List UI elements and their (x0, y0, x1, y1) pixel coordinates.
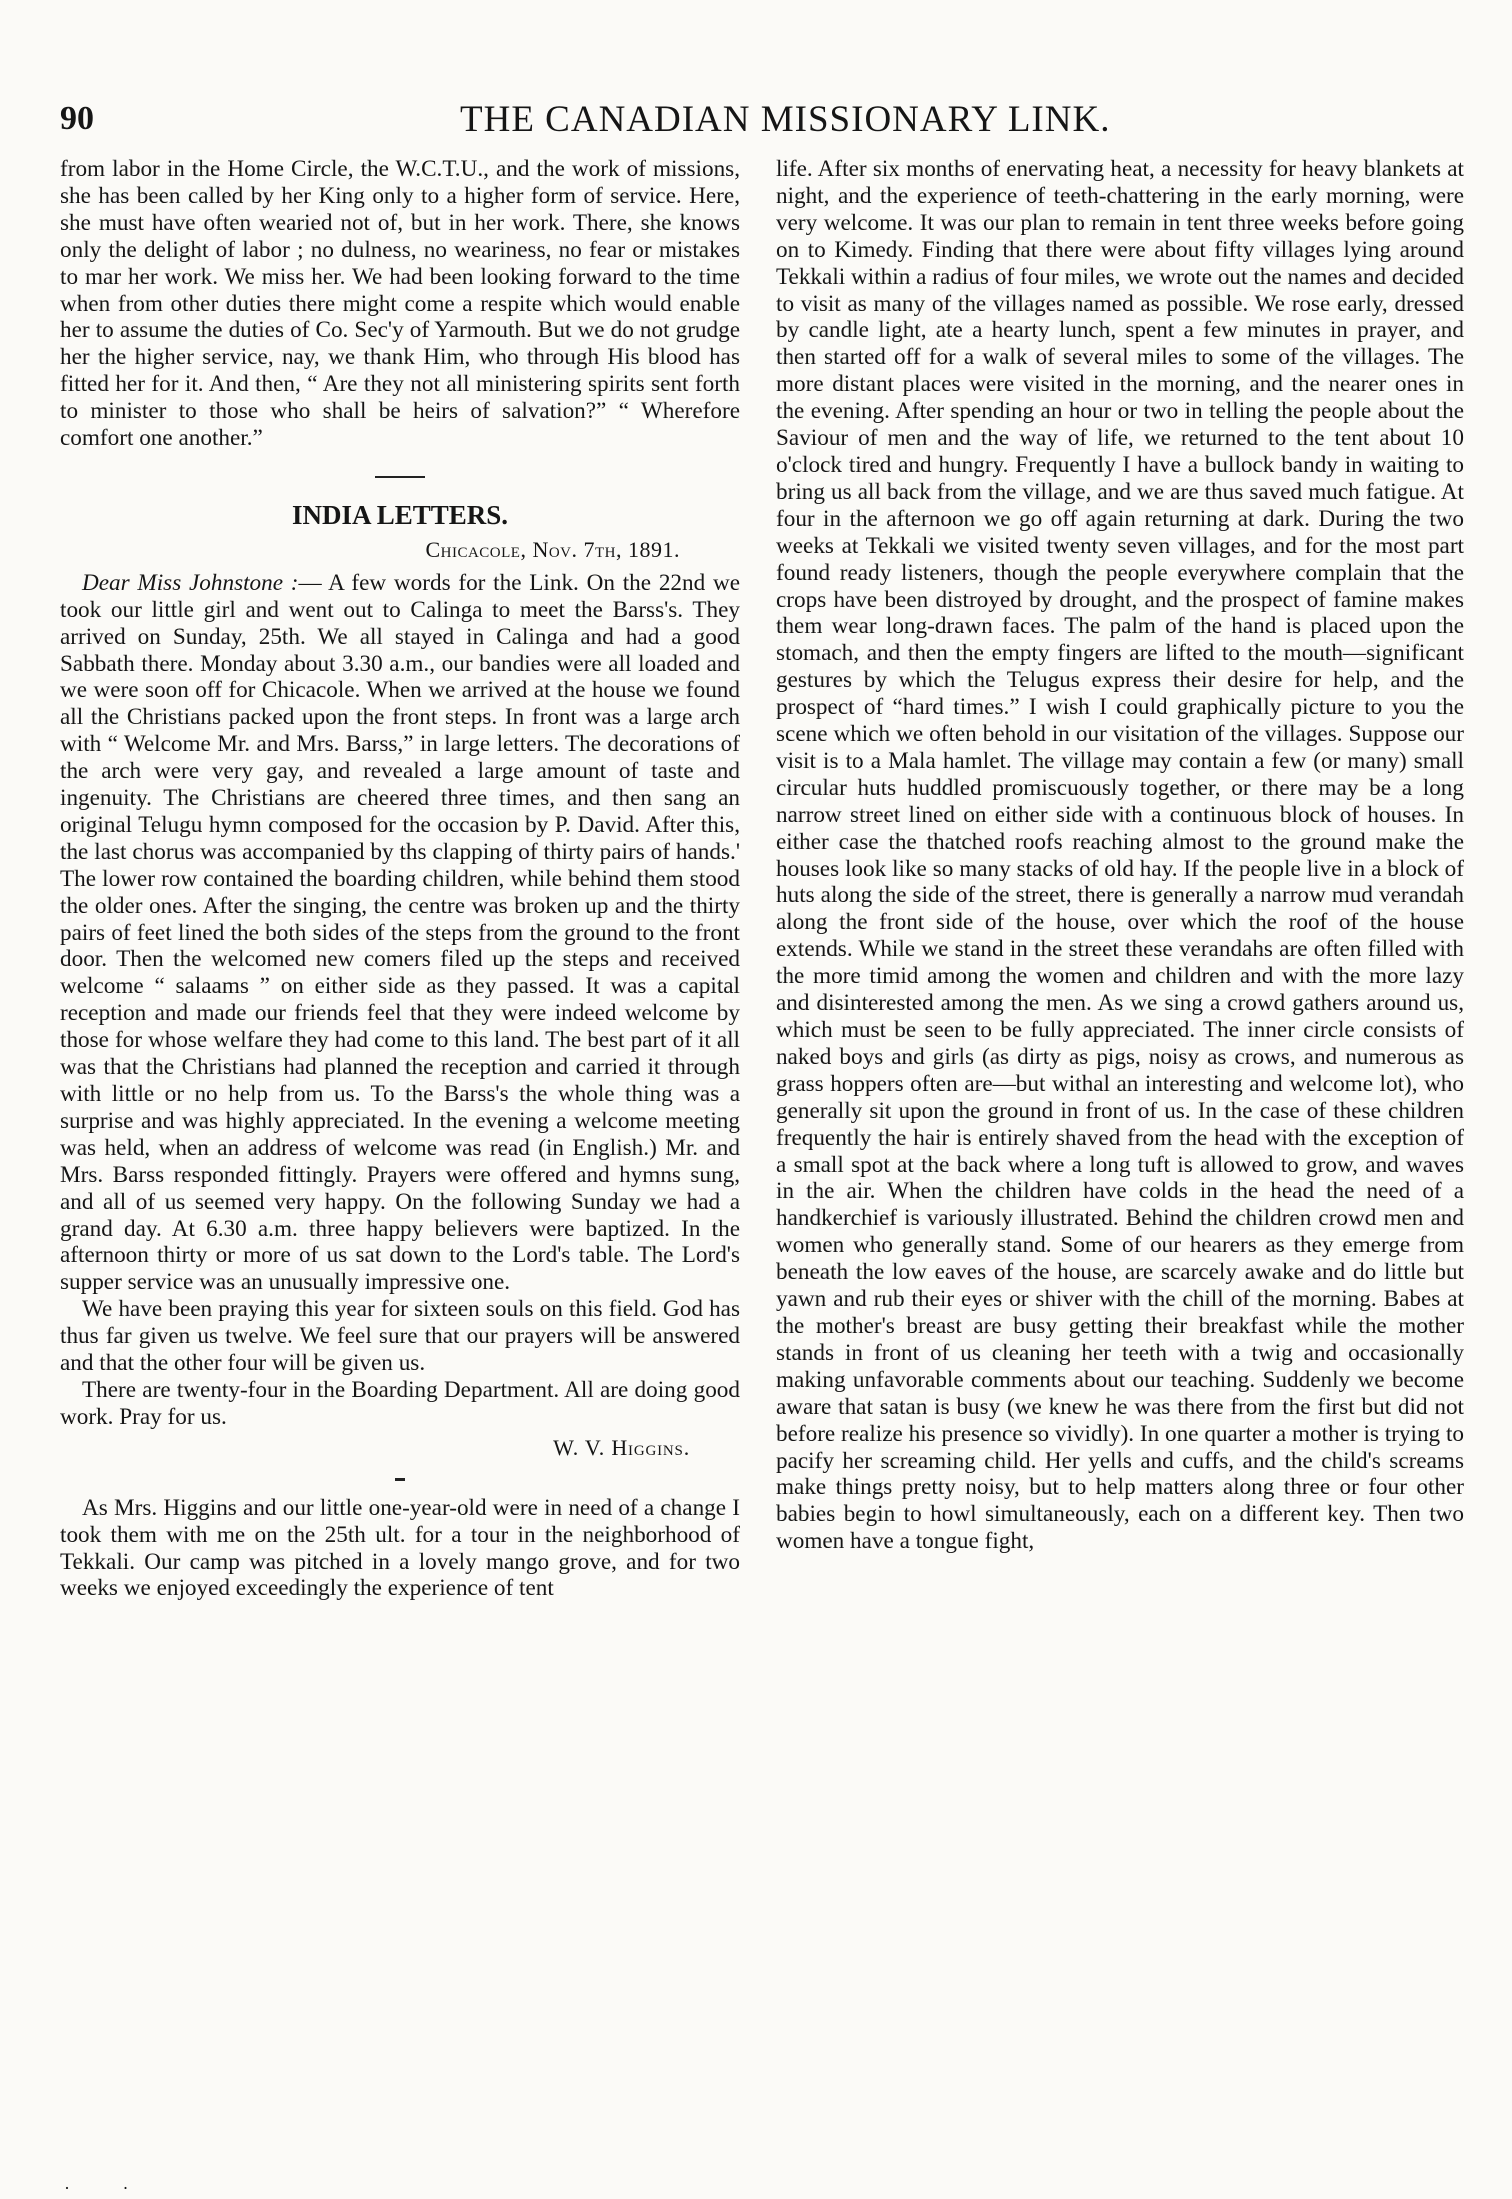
letter-signature: W. V. Higgins. (553, 1434, 690, 1460)
section-divider (375, 476, 425, 478)
page-number: 90 (60, 100, 94, 137)
opening-paragraph: from labor in the Home Circle, the W.C.T.U., and the work of missions, she has been called by her King only to a higher form of service. Here, she must have often wearied not of, but in her work. There, she knows only the delight of labor ; no dulness, no weariness, no fear or mistakes to mar her work. We miss her. We had been looking forward to the time when from other duties there might come a respite which would enable her to assume the duties of Co. Sec'y of Yarmouth. But we do not grudge her the higher service, nay, we thank Him, who through His blood has fitted her for it. And then, “ Are they not all ministering spirits sent forth to minister to those who shall be heirs of salvation?” “ Wherefore comfort one another.” (60, 156, 740, 452)
letter-dateline: Chicacole, Nov. 7th, 1891. (425, 536, 680, 562)
left-column (60, 156, 740, 1602)
section-heading: INDIA LETTERS. (291, 499, 509, 530)
letter-paragraph: We have been praying this year for sixteen souls on this field. God has thus far given us twelve. We feel sure that our prayers will be answered and that the other four will be given us. (60, 1296, 740, 1377)
running-title: THE CANADIAN MISSIONARY LINK. (460, 99, 1111, 140)
letter-paragraph: There are twenty-four in the Boarding Department. All are doing good work. Pray for us. (60, 1376, 740, 1430)
letter-divider (395, 1478, 405, 1481)
right-column (776, 156, 1464, 1555)
letter-paragraph (60, 570, 740, 1296)
letter-paragraph-text: — A few words for the Link. On the 22nd we took our little girl and went out to Calinga to meet the Barss's. They arrived on Sunday, 25th. We all stayed in Calinga and had a good Sabbath there. Monday about 3.30 a.m., our bandies were all loaded and we were soon off for Chicacole. When we arrived at the house we found all the Christians packed upon the front steps. In front was a large arch with “ Welcome Mr. and Mrs. Barss,” in large letters. The decorations of the arch were very gay, and revealed a large amount of taste and ingenuity. The Christians are cheered three times, and then sang an original Telugu hymn composed for the occasion by P. David. After this, the last chorus was accompanied by ths clapping of thirty pairs of hands.' The lower row contained the boarding children, while behind them stood the older ones. After the singing, the centre was broken up and the thirty pairs of feet lined the both sides of the steps from the ground to the front door. Then the welcomed new comers filed up the steps and received welcome “ salaams ” on either side as they passed. It was a capital reception and made our friends feel that they were indeed welcome by those for whose welfare they had come to this land. The best part of it all was that the Christians had planned the reception and carried it through with little or no help from us. To the Barss's the whole thing was a surprise and was highly appreciated. In the evening a welcome meeting was held, when an address of welcome was read (in English.) Mr. and Mrs. Barss responded fittingly. Prayers were offered and hymns sung, and all of us seemed very happy. On the following Sunday we had a grand day. At 6.30 a.m. three happy believers were baptized. In the afternoon thirty or more of us sat down to the Lord's table. The Lord's supper service was an unusually impressive one. (60, 569, 740, 1296)
letter-salutation: Dear Miss Johnstone : (82, 569, 299, 596)
continued-paragraph: life. After six months of enervating heat, a necessity for heavy blankets at night, and the experience of teeth-chattering in the early morning, were very welcome. It was our plan to remain in tent three weeks before going on to Kimedy. Finding that there were about fifty villages lying around Tekkali within a radius of four miles, we wrote out the names and decided to visit as many of the villages named as possible. We rose early, dressed by candle light, ate a hearty lunch, spent a few minutes in prayer, and then started off for a walk of several miles to some of the villages. The more distant places were visited in the morning, and the nearer ones in the evening. After spending an hour or two in telling the people about the Saviour of men and the way of life, we returned to the tent about 10 o'clock tired and hungry. Frequently I have a bullock bandy in waiting to bring us all back from the village, and we are thus saved much fatigue. At four in the afternoon we go off again returning at dark. During the two weeks at Tekkali we visited twenty seven villages, and for the most part found ready listeners, though the people everywhere complain that the crops have been distroyed by drought, and the prospect of famine makes them wear long-drawn faces. The palm of the hand is placed upon the stomach, and then the empty fingers are lifted to the mouth—significant gestures by which the Telugus express their desire for help, and the prospect of “hard times.” I wish I could graphically picture to you the scene which we often behold in our visitation of the villages. Suppose our visit is to a Mala hamlet. The village may contain a few (or many) small circular huts huddled promiscuously together, or there may be a long narrow street lined on either side with a continuous block of houses. In either case the thatched roofs reaching almost to the ground make the houses look like so many stacks of old hay. If the people live in a block of huts along the side of the street, there is generally a narrow mud verandah along the front side of the house, over which the roof of the house extends. While we stand in the street these verandahs are often filled with the more timid among the women and children and with the more lazy and disinterested among the men. As we sing a crowd gathers around us, which must be seen to be fully appreciated. The inner circle consists of naked boys and girls (as dirty as pigs, noisy as crows, and numerous as grass hoppers often are—but withal an interesting and welcome lot), who generally sit upon the ground in front of us. In the case of these children frequently the hair is entirely shaved from the head with the exception of a small spot at the back where a long tuft is allowed to grow, and waves in the air. When the children have colds in the head the need of a handkerchief is variously illustrated. Behind the children crowd men and women who generally stand. Some of our hearers as they emerge from beneath the low eaves of the house, are scarcely awake and do little but yawn and rub their eyes or shiver with the chill of the morning. Babes at the mother's breast are busy getting their breakfast while the mother stands in front of us cleaning her teeth with a twig and occasionally making unfavorable comments about our teaching. Suddenly we become aware that satan is busy (we knew he was there from the first but did not before realize his presence so vividly). In one quarter a mother is trying to pacify her screaming child. Her yells and cuffs, and the child's screams make things pretty noisy, but to help matters along three or four other babies begin to howl simultaneously, each on a different key. Then two women have a tongue fight, (776, 156, 1464, 1555)
second-letter-paragraph: As Mrs. Higgins and our little one-year-old were in need of a change I took them with me on the 25th ult. for a tour in the neighborhood of Tekkali. Our camp was pitched in a lovely mango grove, and for two weeks we enjoyed exceedingly the experience of tent (60, 1494, 740, 1602)
print-specks: · · (64, 2178, 153, 2198)
